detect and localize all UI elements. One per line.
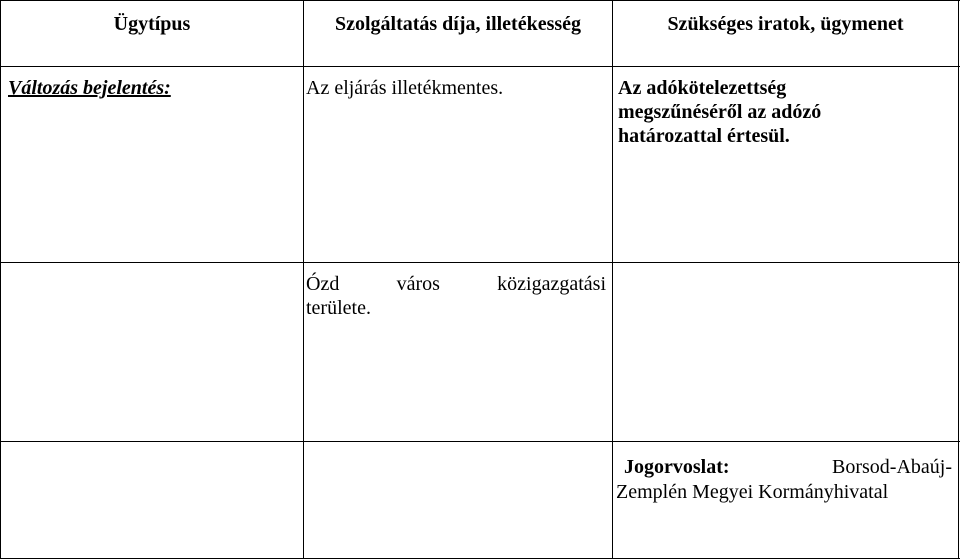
column-divider-2 xyxy=(612,0,613,559)
header-szukseges-iratok: Szükséges iratok, ügymenet xyxy=(667,13,904,35)
table-border-top xyxy=(0,0,960,1)
docs-text-line1: Az adókötelezettség xyxy=(618,77,787,99)
fee-text: Az eljárás illetékmentes. xyxy=(306,77,504,99)
jurisdiction-text-line1 xyxy=(306,273,606,296)
docs-text-line2: megszűnéséről az adózó xyxy=(618,101,822,123)
table-border-right xyxy=(958,0,959,559)
row-divider-1 xyxy=(0,262,960,263)
docs-text-line3: határozattal értesül. xyxy=(618,125,790,147)
jurisdiction-word: város xyxy=(396,273,440,295)
type-label-valtozas: Változás bejelentés: xyxy=(8,77,171,99)
header-ugytipus: Ügytípus xyxy=(113,13,191,35)
table-border-bottom xyxy=(0,558,960,559)
column-divider-1 xyxy=(303,0,304,559)
remedy-text-line1 xyxy=(624,456,952,479)
remedy-text-line2: Zemplén Megyei Kormányhivatal xyxy=(616,481,889,503)
row-divider-2 xyxy=(0,441,960,442)
remedy-authority-part1: Borsod-Abaúj- xyxy=(832,456,952,478)
jurisdiction-word: közigazgatási xyxy=(497,273,606,295)
header-divider xyxy=(0,66,960,67)
jurisdiction-text-line2: területe. xyxy=(306,297,371,319)
header-szolgaltatas: Szolgáltatás díja, illetékesség xyxy=(334,13,582,35)
jurisdiction-word: Ózd xyxy=(306,273,340,295)
table-border-left xyxy=(0,0,1,559)
remedy-label: Jogorvoslat: xyxy=(624,456,730,478)
